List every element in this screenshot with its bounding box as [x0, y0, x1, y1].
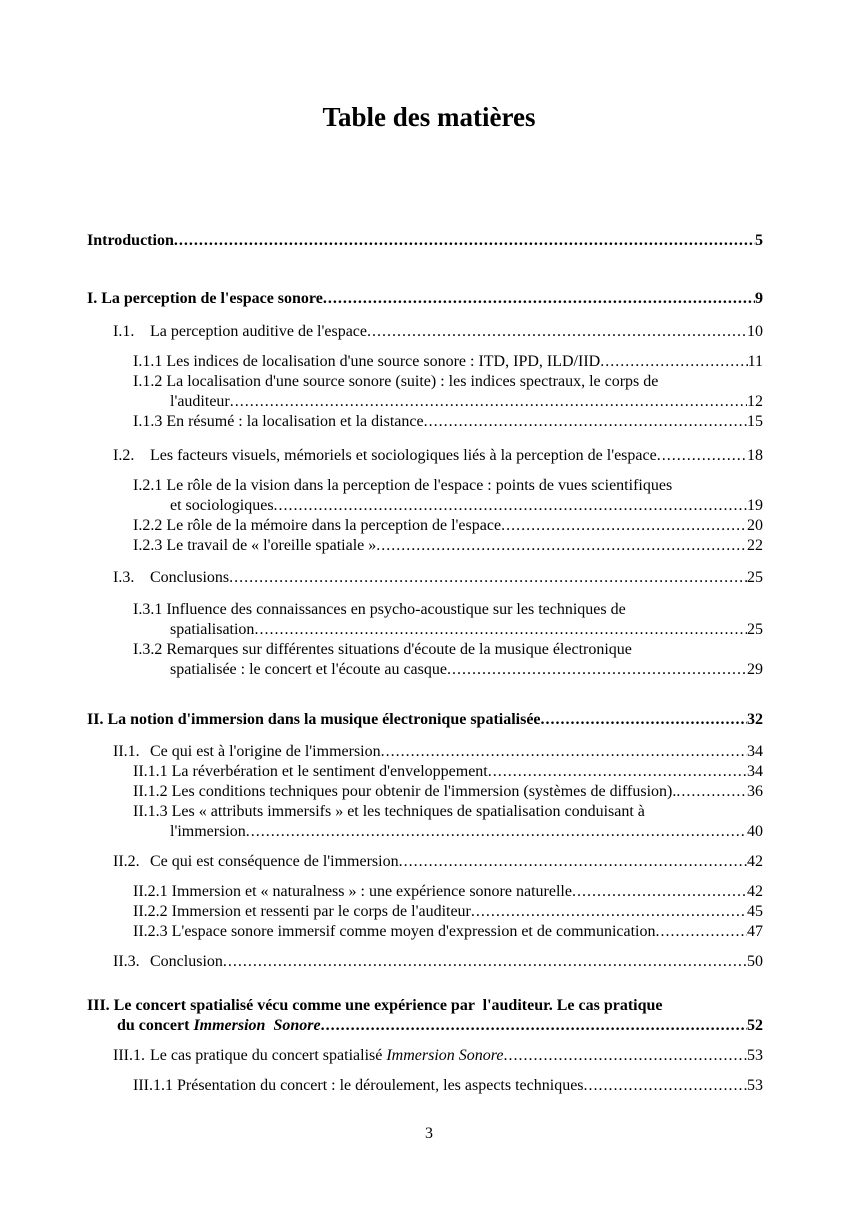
toc-label-segment: I. La perception de l'espace sonore [87, 290, 323, 307]
toc-page-ref: 53 [747, 1047, 763, 1064]
toc-entry-label-continuation [117, 1016, 321, 1036]
toc-label-segment: II.1.2 Les conditions techniques pour obtenir de l'immersion (systèmes de diffusion). [133, 783, 677, 800]
toc-page-ref: 20 [747, 517, 763, 534]
toc-entry-s-1-1-1[interactable] [87, 352, 763, 372]
toc-entry-label [87, 710, 541, 730]
dot-leader [174, 231, 755, 251]
toc-entry-label [133, 782, 676, 802]
dot-leader [376, 536, 747, 556]
dot-leader [399, 852, 747, 872]
toc-entry-label [133, 882, 572, 902]
toc-entry-label [133, 902, 471, 922]
toc-entry-label [150, 568, 229, 588]
toc-label-segment: II.2.2 Immersion et ressenti par le corps de l'auditeur [133, 903, 471, 920]
toc-entry-number: I.2. [113, 447, 135, 464]
toc-entry-number: II.3. [113, 953, 140, 970]
toc-page-ref: 10 [747, 323, 763, 340]
toc-entry-s-1-3-2[interactable] [87, 640, 763, 680]
toc-entry-s-2-1-1[interactable] [87, 762, 763, 782]
toc-label-segment: et sociologiques [170, 497, 274, 514]
toc-entry-s-2-1-3[interactable] [87, 802, 763, 842]
toc-label-segment: II. La notion d'immersion dans la musique électronique spatialisée [87, 711, 541, 728]
toc-entry-label [133, 412, 424, 432]
toc-entry-label-continuation [170, 496, 274, 516]
toc-entry-ch-1[interactable] [87, 289, 763, 309]
toc-entry-s-2-1[interactable] [87, 742, 763, 762]
toc-entry-label [133, 352, 600, 372]
toc-label-segment: II.1.1 La réverbération et le sentiment d'enveloppement [133, 763, 488, 780]
toc-label-segment: l'auditeur [170, 393, 230, 410]
toc-label-segment: I.3.1 Influence des connaissances en psycho-acoustique sur les techniques de [133, 601, 626, 618]
page-title: Table des matières [322, 102, 536, 132]
toc-entry-label [133, 1076, 584, 1096]
dot-leader [447, 660, 747, 680]
toc-label-segment: Le cas pratique du concert spatialisé [150, 1047, 387, 1064]
toc-entry-label [150, 322, 367, 342]
toc-label-segment: III. Le concert spatialisé vécu comme une expérience par l'auditeur. Le cas pratique [87, 997, 663, 1014]
toc-label-segment: II.2.3 L'espace sonore immersif comme moyen d'expression et de communication [133, 923, 656, 940]
toc-entry-s-2-2[interactable] [87, 852, 763, 872]
toc-label-segment: l'immersion [170, 823, 246, 840]
toc-page-ref: 36 [747, 783, 763, 800]
toc-label-segment: spatialisation [170, 621, 255, 638]
dot-leader [471, 902, 747, 922]
dot-leader [657, 446, 747, 466]
toc-entry-s-1-1-2[interactable] [87, 372, 763, 412]
dot-leader [600, 352, 747, 372]
toc-label-italic-segment: Immersion Sonore [193, 1017, 321, 1034]
toc-page-ref: 9 [755, 290, 763, 307]
toc-entry-number: I.3. [113, 569, 135, 586]
toc-entry-s-1-3[interactable] [87, 568, 763, 588]
toc-page-ref: 53 [747, 1077, 763, 1094]
toc-label-segment: I.2.2 Le rôle de la mémoire dans la perception de l'espace [133, 517, 502, 534]
toc-entry-label-continuation [170, 660, 447, 680]
toc-page-ref: 34 [747, 743, 763, 760]
toc-entry-label-continuation [170, 822, 246, 842]
toc-entry-s-2-1-2[interactable] [87, 782, 763, 802]
toc-entry-label [87, 996, 663, 1016]
dot-leader [676, 782, 747, 802]
toc-page-ref: 25 [747, 569, 763, 586]
dot-leader [223, 952, 747, 972]
toc-page-ref: 29 [747, 661, 763, 678]
toc-page-ref: 11 [747, 353, 763, 370]
dot-leader [381, 742, 747, 762]
dot-leader [230, 392, 747, 412]
dot-leader [656, 922, 748, 942]
dot-leader [424, 412, 747, 432]
toc-label-segment: Conclusions [150, 569, 230, 586]
toc-label-segment: Ce qui est conséquence de l'immersion [150, 853, 399, 870]
toc-entry-label [133, 600, 626, 620]
toc-label-segment: I.2.3 Le travail de « l'oreille spatiale » [133, 537, 377, 554]
toc-label-segment: Introduction [87, 232, 174, 249]
toc-entry-label [133, 762, 488, 782]
toc-page-ref: 12 [747, 393, 763, 410]
toc-entry-label [150, 446, 657, 466]
toc-entry-label-continuation [170, 392, 230, 412]
toc-entry-label [150, 852, 399, 872]
toc-entry-label [133, 802, 645, 822]
dot-leader [504, 1046, 747, 1066]
dot-leader [323, 289, 755, 309]
toc-page-ref: 42 [747, 853, 763, 870]
toc-entry-number: I.1. [113, 323, 135, 340]
toc-entry-label [87, 289, 323, 309]
toc-page-ref: 18 [747, 447, 763, 464]
toc-label-segment: Ce qui est à l'origine de l'immersion [150, 743, 381, 760]
dot-leader [246, 822, 747, 842]
footer-page-number: 3 [425, 1125, 433, 1142]
toc-entry-label [150, 742, 381, 762]
dot-leader [541, 710, 747, 730]
toc-page-ref: 50 [747, 953, 763, 970]
toc-entry-label [133, 640, 632, 660]
toc-entry-label [150, 952, 223, 972]
toc-label-segment: La perception auditive de l'espace [150, 323, 367, 340]
toc-entry-s-1-2-2[interactable] [87, 516, 763, 536]
toc-entry-number: III.1. [113, 1047, 145, 1064]
toc-entry-s-1-2-3[interactable] [87, 536, 763, 556]
toc-entry-s-3-1[interactable] [87, 1046, 763, 1066]
toc-entry-s-1-1[interactable] [87, 322, 763, 342]
dot-leader [321, 1016, 747, 1036]
toc-page-ref: 45 [747, 903, 763, 920]
dot-leader [229, 568, 747, 588]
toc-entry-s-2-2-1[interactable] [87, 882, 763, 902]
toc-entry-label [133, 922, 656, 942]
toc-entry-label [133, 476, 672, 496]
toc-label-segment: I.1.1 Les indices de localisation d'une source sonore : ITD, IPD, ILD/IID [133, 353, 601, 370]
toc-page-ref: 42 [747, 883, 763, 900]
dot-leader [254, 620, 747, 640]
toc-page-ref: 32 [747, 711, 763, 728]
toc-entry-label [133, 536, 376, 556]
toc-entry-s-2-2-2[interactable] [87, 902, 763, 922]
toc-entry-introduction[interactable] [87, 231, 763, 251]
toc-page-ref: 5 [755, 232, 763, 249]
toc-label-segment: II.2.1 Immersion et « naturalness » : une expérience sonore naturelle [133, 883, 572, 900]
toc-page-ref: 25 [747, 621, 763, 638]
toc-entry-s-1-2[interactable] [87, 446, 763, 466]
toc-entry-label-continuation [170, 620, 254, 640]
toc-entry-s-3-1-1[interactable] [87, 1076, 763, 1096]
dot-leader [572, 882, 747, 902]
toc-page-ref: 22 [747, 537, 763, 554]
toc-entry-label [133, 516, 501, 536]
toc-entry-number: II.2. [113, 853, 140, 870]
dot-leader [274, 496, 747, 516]
toc-entry-label [87, 231, 174, 251]
toc-label-italic-segment: Immersion Sonore [386, 1047, 504, 1064]
toc-page-ref: 52 [747, 1017, 763, 1034]
toc-page-ref: 19 [747, 497, 763, 514]
toc-entry-s-1-3-1[interactable] [87, 600, 763, 640]
toc-entry-s-2-3[interactable] [87, 952, 763, 972]
toc-entry-s-1-2-1[interactable] [87, 476, 763, 516]
toc-entry-ch-3[interactable] [87, 996, 763, 1036]
toc-page-ref: 34 [747, 763, 763, 780]
toc-label-segment: Conclusion [150, 953, 223, 970]
toc-label-segment: Les facteurs visuels, mémoriels et sociologiques liés à la perception de l'espace [150, 447, 657, 464]
toc-label-segment: I.2.1 Le rôle de la vision dans la perception de l'espace : points de vues scientifiques [133, 477, 673, 494]
dot-leader [501, 516, 747, 536]
toc-page-ref: 15 [747, 413, 763, 430]
dot-leader [584, 1076, 747, 1096]
dot-leader [488, 762, 747, 782]
toc-label-segment: spatialisée : le concert et l'écoute au casque [170, 661, 447, 678]
toc-label-segment: III.1.1 Présentation du concert : le déroulement, les aspects techniques [133, 1077, 584, 1094]
toc-list [87, 231, 763, 1096]
toc-entry-label [133, 372, 658, 392]
toc-entry-number: II.1. [113, 743, 140, 760]
toc-entry-s-1-1-3[interactable] [87, 412, 763, 432]
toc-entry-s-2-2-3[interactable] [87, 922, 763, 942]
toc-label-segment: I.3.2 Remarques sur différentes situations d'écoute de la musique électronique [133, 641, 632, 658]
dot-leader [367, 322, 747, 342]
toc-label-segment: I.1.3 En résumé : la localisation et la distance [133, 413, 424, 430]
toc-page-ref: 40 [747, 823, 763, 840]
toc-entry-ch-2[interactable] [87, 710, 763, 730]
toc-page-ref: 47 [747, 923, 763, 940]
toc-label-segment: I.1.2 La localisation d'une source sonore (suite) : les indices spectraux, le corps de [133, 373, 659, 390]
toc-label-segment: II.1.3 Les « attributs immersifs » et les techniques de spatialisation conduisant à [133, 803, 645, 820]
toc-label-segment: du concert [117, 1017, 194, 1034]
toc-entry-label [150, 1046, 504, 1066]
